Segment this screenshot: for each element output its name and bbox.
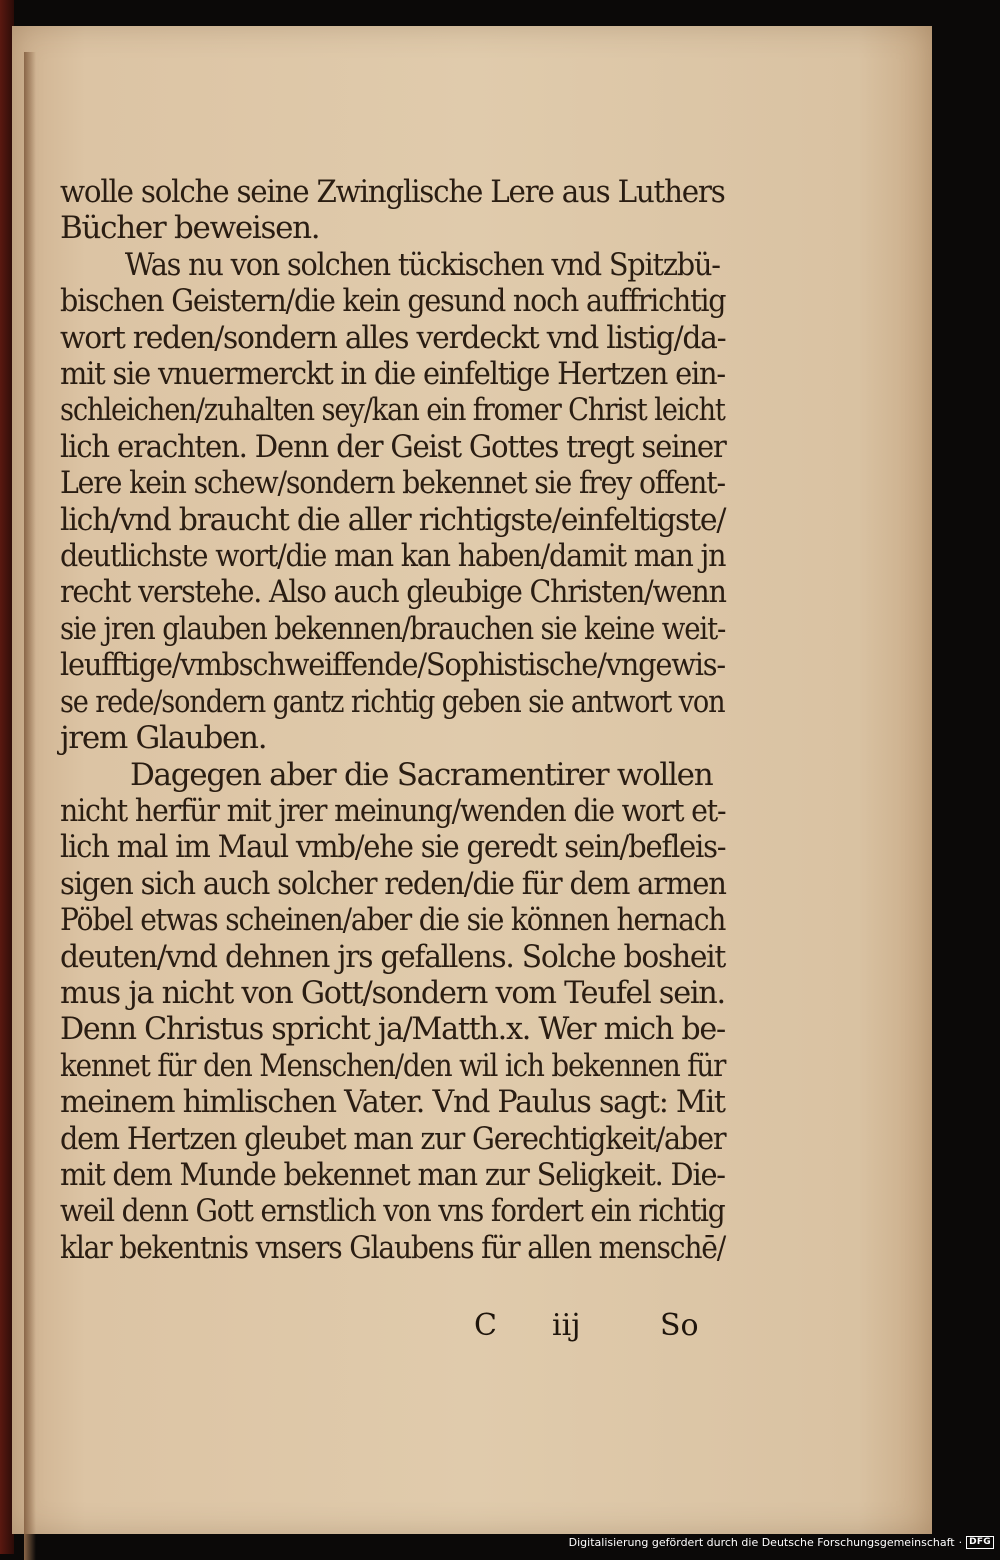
- page-text: [60, 174, 725, 1266]
- text-line: mus ja nicht von Gott/sondern vom Teufel sein.: [60, 974, 725, 1011]
- text-line: Pöbel etwas scheinen/aber die sie können hernach: [60, 902, 726, 939]
- text-line: meinem himlischen Vater. Vnd Paulus sagt: Mit: [60, 1084, 725, 1121]
- text-line: weil denn Gott ernstlich von vns fordert ein richtig: [60, 1193, 725, 1230]
- text-line: Lere kein schew/sondern bekennet sie frey offent-: [60, 465, 725, 502]
- text-line: leufftige/vmbschweiffende/Sophistische/vngewis-: [60, 647, 725, 684]
- text-line: lich mal im Maul vmb/ehe sie geredt sein/befleis-: [60, 829, 726, 866]
- text-line: dem Hertzen gleubet man zur Gerechtigkeit/aber: [60, 1120, 726, 1157]
- text-line: lich erachten. Denn der Geist Gottes tregt seiner: [60, 428, 726, 465]
- text-line: Denn Christus spricht ja/Matth.x. Wer mich be-: [60, 1011, 725, 1048]
- text-line: klar bekentnis vnsers Glaubens für allen menschē/: [60, 1229, 726, 1266]
- text-line: mit sie vnuermerckt in die einfeltige Hertzen ein-: [60, 356, 725, 393]
- text-line: schleichen/zuhalten sey/kan ein fromer Christ leicht: [60, 392, 725, 429]
- text-line: Dagegen aber die Sacramentirer wollen: [130, 756, 713, 793]
- text-line: se rede/sondern gantz richtig geben sie antwort von: [60, 683, 725, 720]
- text-line: nicht herfür mit jrer meinung/wenden die wort et-: [60, 792, 726, 829]
- signature-number: iij: [552, 1308, 581, 1343]
- text-line: wort reden/sondern alles verdeckt vnd listig/da-: [60, 319, 726, 356]
- text-line: wolle solche seine Zwinglische Lere aus Luthers: [60, 174, 725, 210]
- book-page: [12, 26, 932, 1534]
- text-line: Bücher beweisen.: [60, 210, 320, 247]
- text-line: mit dem Munde bekennet man zur Seligkeit. Die-: [60, 1156, 725, 1193]
- text-line: kennet für den Menschen/den wil ich bekennen für: [60, 1047, 726, 1084]
- credit-text: Digitalisierung gefördert durch die Deutsche Forschungsgemeinschaft: [568, 1536, 955, 1549]
- text-line: sigen sich auch solcher reden/die für dem armen: [60, 865, 726, 902]
- text-line: sie jren glauben bekennen/brauchen sie keine weit-: [60, 610, 726, 647]
- text-line: bischen Geistern/die kein gesund noch auffrichtig: [60, 283, 726, 320]
- digitization-credit: Digitalisierung gefördert durch die Deutsche Forschungsgemeinschaft · DFG: [569, 1536, 994, 1549]
- page-footer-line: [12, 1308, 732, 1352]
- signature-mark: C: [474, 1308, 497, 1343]
- text-line: jrem Glauben.: [60, 720, 267, 757]
- text-line: Was nu von solchen tückischen vnd Spitzbü-: [124, 246, 720, 283]
- text-line: recht verstehe. Also auch gleubige Christen/wenn: [60, 574, 726, 611]
- text-line: lich/vnd braucht die aller richtigste/einfeltigste/: [60, 501, 726, 538]
- catchword: So: [660, 1308, 699, 1343]
- dfg-logo: DFG: [966, 1536, 994, 1549]
- text-line: deuten/vnd dehnen jrs gefallens. Solche bosheit: [60, 938, 726, 975]
- text-line: deutlichste wort/die man kan haben/damit man jn: [60, 538, 726, 575]
